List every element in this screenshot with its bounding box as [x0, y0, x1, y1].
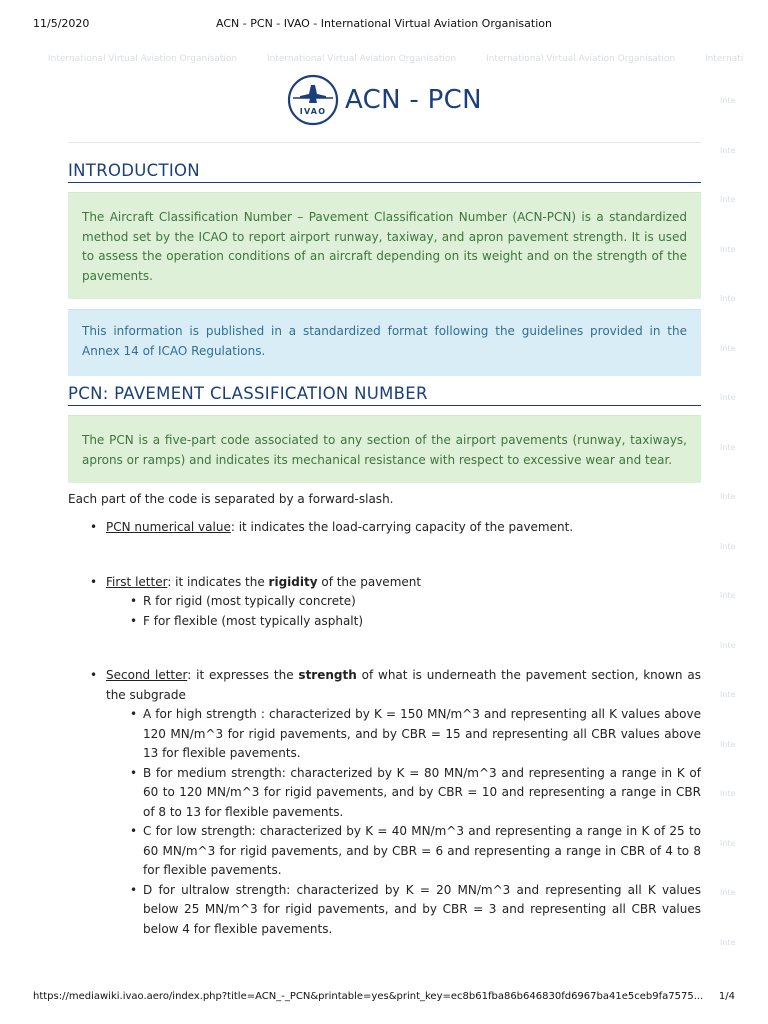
success-callout-box: The PCN is a five-part code associated to any section of the airport pavements (runway, taxiways, aprons or ramps) and indicates its mechanical resistance with respect to excessive wear and tear.: [68, 415, 701, 483]
watermark-text: Inte: [720, 690, 736, 699]
section-heading-pcn: PCN: PAVEMENT CLASSIFICATION NUMBER: [68, 384, 701, 406]
sub-list-item: [68, 592, 701, 612]
bullet: •: [90, 668, 98, 682]
term-label: Second letter: [106, 668, 188, 682]
watermark-text: Inte: [720, 195, 736, 204]
bullet: •: [130, 594, 138, 608]
page-title: ACN - PCN: [345, 85, 482, 115]
sub-list-item: [68, 764, 701, 823]
watermark-text: Inte: [720, 343, 736, 353]
info-callout-box: This information is published in a standardized format following the guidelines provided in the Annex 14 of ICAO Regulations.: [68, 309, 701, 376]
watermark-text: Inte: [720, 591, 736, 600]
term-label: PCN numerical value: [106, 520, 231, 534]
watermark-text: Inte: [720, 145, 736, 155]
bullet: •: [130, 613, 138, 628]
sub-item-text: C for low strength: characterized by K = 40 MN/m^3 and representing a range in K of 25 to 60 MN/m^3 for rigid pavements, and by CBR = 6 and representing a range in CBR of 4 to 8 for flexible pavements.: [143, 824, 701, 877]
success-callout-box: The Aircraft Classification Number – Pavement Classification Number (ACN-PCN) is a standardized method set by the ICAO to report airport runway, taxiway, and apron pavement strength. It is used to assess the operation conditions of an aircraft depending on its weight and on the strength of the pavements.: [68, 192, 701, 299]
sub-item-text: D for ultralow strength: characterized by K = 20 MN/m^3 and representing all K values below 25 MN/m^3 for rigid pavements, and by CBR = 3 and representing all CBR values below 4 for flexible pavements.: [143, 882, 701, 936]
item-text: : it indicates the load-carrying capacity of the pavement.: [230, 520, 574, 534]
watermark-text: Inte: [720, 442, 736, 452]
item-text: : it indicates the: [167, 575, 269, 589]
logo-text: IVAO: [299, 107, 327, 116]
sub-list-item: [68, 612, 701, 632]
print-footer: [0, 991, 768, 1007]
print-date: 11/5/2020: [33, 17, 90, 30]
watermark-text: Inte: [720, 541, 736, 551]
page-number: 1/4: [718, 991, 735, 1002]
bullet: •: [130, 707, 138, 721]
item-text: of the pavement: [317, 575, 422, 589]
bullet: •: [130, 765, 138, 780]
sub-item-text: B for medium strength: characterized by K = 80 MN/m^3 and representing a range in K of 60 to 120 MN/m^3 for rigid pavements, and by CBR = 10 and representing a range in CBR of 8 to 13 for flexible pavements.: [143, 765, 701, 819]
sub-list-item: [68, 881, 701, 940]
watermark-text: Inte: [720, 640, 736, 650]
watermark-text: Inte: [720, 739, 736, 749]
sub-list-item: [68, 705, 701, 764]
divider: [68, 142, 701, 143]
sub-list: [68, 592, 701, 631]
emphasis-text: strength: [298, 668, 357, 682]
bullet: •: [90, 575, 98, 589]
print-header: [0, 17, 768, 33]
print-document-title: ACN - PCN - IVAO - International Virtual Aviation Organisation: [216, 17, 552, 30]
item-text: : it expresses the: [187, 668, 299, 682]
watermark-text: Inte: [720, 838, 736, 848]
watermark-text: Inte: [720, 294, 736, 303]
watermark-text: International Virtual Aviation Organisation: [48, 54, 238, 64]
watermark-text: Inte: [720, 789, 736, 798]
sub-item-text: A for high strength : characterized by K = 150 MN/m^3 and representing all K values above 120 MN/m^3 for rigid pavements, and by CBR = 15 and representing all CBR values above 13 for flexible pavements.: [143, 707, 701, 760]
watermark-text: Internati: [705, 54, 744, 64]
paragraph-text: Each part of the code is separated by a forward-slash.: [68, 492, 394, 506]
watermark-row: [48, 54, 748, 68]
sub-list: [68, 705, 701, 939]
sub-item-text: R for rigid (most typically concrete): [143, 594, 356, 608]
watermark-text: Inte: [720, 96, 736, 105]
item-text: of what is underneath the pavement section, known as the subgrade: [106, 668, 701, 702]
bullet: •: [90, 520, 98, 534]
bullet: •: [130, 824, 138, 838]
watermark-column: [720, 96, 740, 976]
list-item: [68, 666, 701, 705]
sub-list-item: [68, 822, 701, 881]
watermark-text: Inte: [720, 937, 736, 947]
bullet: •: [130, 882, 138, 897]
emphasis-text: rigidity: [268, 575, 318, 589]
watermark-text: Inte: [720, 244, 736, 254]
list-item: [68, 573, 701, 593]
section-heading-introduction: INTRODUCTION: [68, 161, 701, 183]
watermark-text: International Virtual Aviation Organisation: [486, 54, 676, 64]
page-header: [287, 74, 482, 126]
sub-item-text: F for flexible (most typically asphalt): [143, 613, 364, 628]
watermark-text: Inte: [720, 888, 736, 897]
list-item: [68, 518, 701, 538]
watermark-text: Inte: [720, 393, 736, 402]
watermark-text: Inte: [720, 492, 736, 501]
watermark-text: International Virtual Aviation Organisation: [267, 54, 457, 64]
ivao-logo-icon: [287, 74, 339, 126]
print-url: https://mediawiki.ivao.aero/index.php?title=ACN_-_PCN&printable=yes&print_key=ec8b61fba86b646830fd6967ba41e5ceb9fa7575...: [33, 991, 704, 1002]
term-label: First letter: [106, 575, 168, 589]
